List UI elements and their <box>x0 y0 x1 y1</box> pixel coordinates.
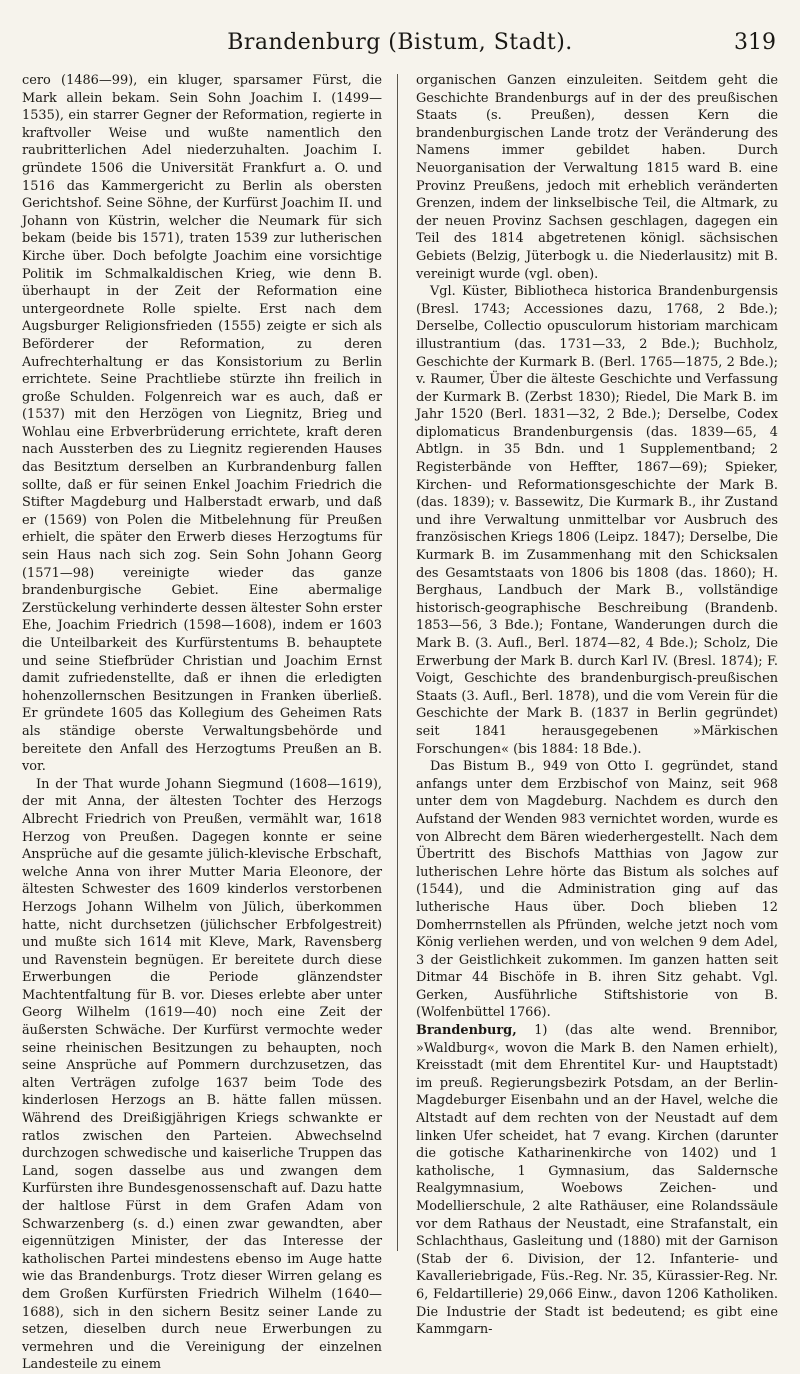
entry-lemma: Brandenburg, <box>416 1023 517 1039</box>
paragraph: cero (1486—99), ein kluger, sparsamer Fürst, die Mark allein bekam. Sein Sohn Joachim I. (1499—1535), ein starrer Gegner der Reformation, regierte in kraftvoller Weise und wußte namentlich den raubritterlichen Adel niederzuhalten. Joachim I. gründete 1506 die Universität Frankfurt a. O. und 1516 das Kammergericht zu Berlin als obersten Gerichtshof. Seine Söhne, der Kurfürst Joachim II. und Johann von Küstrin, welcher die Neumark für sich bekam (beide bis 1571), traten 1539 zur lutherischen Kirche über. Doch befolgte Joachim eine vorsichtige Politik im Schmalkaldischen Krieg, wie denn B. überhaupt in der Zeit der Reformation eine untergeordnete Rolle spielte. Erst nach dem Augsburger Religionsfrieden (1555) zeigte er sich als Beförderer der Reformation, zu deren Aufrechterhaltung er das Konsistorium zu Berlin errichtete. Seine Prachtliebe stürzte ihn freilich in große Schulden. Folgenreich war es auch, daß er (1537) mit den Herzögen von Liegnitz, Brieg und Wohlau eine Erbverbrüderung errichtete, kraft deren nach Aussterben des zu Liegnitz regierenden Hauses das Besitztum derselben an Kurbrandenburg fallen sollte, daß er für seinen Enkel Joachim Friedrich die Stifter Magdeburg und Halberstadt erwarb, und daß er (1569) von Polen die Mitbelehnung für Preußen erhielt, die später den Erwerb dieses Herzogtums für sein Haus nach sich zog. Sein Sohn Johann Georg (1571—98) vereinigte wieder das ganze brandenburgische Gebiet. Eine abermalige Zerstückelung verhinderte dessen ältester Sohn erster Ehe, Joachim Friedrich (1598—1608), indem er 1603 die Unteilbarkeit des Kurfürstentums B. behauptete und seine Stiefbrüder Christian und Joachim Ernst damit zufriedenstellte, daß er ihnen die erledigten hohenzollernschen Besitzungen in Franken überließ. Er gründete 1605 das Kollegium des Geheimen Rats als ständige oberste Verwaltungsbehörde und bereitete den Anfall des Herzogtums Preußen an B. vor. <box>22 73 382 775</box>
paragraph: In der That wurde Johann Siegmund (1608—1619), der mit Anna, der ältesten Tochter des Herzogs Albrecht Friedrich von Preußen, vermählt war, 1618 Herzog von Preußen. Dagegen konnte er seine Ansprüche auf die gesamte jülich-klevische Erbschaft, welche Anna von ihrer Mutter Maria Eleonore, der ältesten Schwester des 1609 kinderlos verstorbenen Herzogs Johann Wilhelm von Jülich, überkommen hatte, nicht durchsetzen (jülichscher Erbfolgestreit) und mußte sich 1614 mit Kleve, Mark, Ravensberg und Ravenstein begnügen. Er bereitete durch diese Erwerbungen die Periode glänzendster Machtentfaltung für B. vor. Dieses erlebte aber unter Georg Wilhelm (1619—40) noch eine Zeit der äußersten Schwäche. Der Kurfürst vermochte weder seine rheinischen Besitzungen zu behaupten, noch seine Ansprüche auf Pommern durchzusetzen, das alten Verträgen zufolge 1637 beim Tode des kinderlosen Herzogs an B. hätte fallen müssen. Während des Dreißigjährigen Kriegs schwankte er ratlos zwischen den Parteien. Abwechselnd durchzogen schwedische und kaiserliche Truppen das Land, sogen dasselbe aus und zwangen dem Kurfürsten ihre Bundesgenossenschaft auf. Dazu hatte der haltlose Fürst in dem Grafen Adam von Schwarzenberg (s. d.) einen zwar gewandten, aber eigennützigen Minister, der das Interesse der katholischen Partei mindestens ebenso im Auge hatte wie das Brandenburgs. Trotz dieser Wirren gelang es dem Großen Kurfürsten Friedrich Wilhelm (1640—1688), sich in den sichern Besitz seiner Lande zu setzen, dieselben durch neue Erwerbungen zu vermehren und die Vereinigung der einzelnen Landesteile zu einem <box>22 776 382 1373</box>
entry-paragraph <box>416 1022 778 1339</box>
entry-text: 1) (das alte wend. Brennibor, »Waldburg«, wovon die Mark B. den Namen erhielt), Kreisstadt (mit dem Ehrentitel Kur- und Hauptstadt) im preuß. Regierungsbezirk Potsdam, an der Berlin-Magdeburger Eisenbahn und an der Havel, welche die Altstadt auf dem rechten von der Neustadt auf dem linken Ufer scheidet, hat 7 evang. Kirchen (darunter die gotische Katharinenkirche von 1402) und 1 katholische, 1 Gymnasium, das Saldernsche Realgymnasium, Woebows Zeichen- und Modellierschule, 2 alte Rathäuser, eine Rolandssäule vor dem Rathaus der Neustadt, eine Strafanstalt, ein Schlachthaus, Gasleitung und (1880) mit der Garnison (Stab der 6. Division, der 12. Infanterie- und Kavalleriebrigade, Füs.-Reg. Nr. 35, Kürassier-Reg. Nr. 6, Feldartillerie) 29,066 Einw., davon 1206 Katholiken. Die Industrie der Stadt ist bedeutend; es gibt eine Kammgarn- <box>416 1023 778 1338</box>
page-header <box>22 30 778 64</box>
bibliography-paragraph: Vgl. Küster, Bibliotheca historica Brandenburgensis (Bresl. 1743; Accessiones dazu, 1768, 2 Bde.); Derselbe, Collectio opusculorum historiam marchicam illustrantium (das. 1731—33, 2 Bde.); Buchholz, Geschichte der Kurmark B. (Berl. 1765—1875, 2 Bde.); v. Raumer, Über die älteste Geschichte und Verfassung der Kurmark B. (Zerbst 1830); Riedel, Die Mark B. im Jahr 1520 (Berl. 1831—32, 2 Bde.); Derselbe, Codex diplomaticus Brandenburgensis (das. 1839—65, 4 Abtlgn. in 35 Bdn. und 1 Supplementband; 2 Registerbände von Heffter, 1867—69); Spieker, Kirchen- und Reformationsgeschichte der Mark B. (das. 1839); v. Bassewitz, Die Kurmark B., ihr Zustand und ihre Verwaltung unmittelbar vor Ausbruch des französischen Kriegs 1806 (Leipz. 1847); Derselbe, Die Kurmark B. im Zusammenhang mit den Schicksalen des Gesamtstaats von 1806 bis 1808 (das. 1860); H. Berghaus, Landbuch der Mark B., vollständige historisch-geographische Beschreibung (Brandenb. 1853—56, 3 Bde.); Fontane, Wanderungen durch die Mark B. (3. Aufl., Berl. 1874—82, 4 Bde.); Scholz, Die Erwerbung der Mark B. durch Karl IV. (Bresl. 1874); F. Voigt, Geschichte des brandenburgisch-preußischen Staats (3. Aufl., Berl. 1878), und die vom Verein für die Geschichte der Mark B. (1837 in Berlin gegründet) seit 1841 herausgegebenen »Märkischen Forschungen« (bis 1884: 18 Bde.). <box>416 284 778 757</box>
paragraph: organischen Ganzen einzuleiten. Seitdem geht die Geschichte Brandenburgs auf in der des preußischen Staats (s. Preußen), dessen Kern die brandenburgischen Lande trotz der Veränderung des Namens immer gebildet haben. Durch Neuorganisation der Verwaltung 1815 ward B. eine Provinz Preußens, jedoch mit erheblich veränderten Grenzen, indem der linkselbische Teil, die Altmark, zu der neuen Provinz Sachsen geschlagen, dagegen ein Teil des 1814 abgetretenen königl. sächsischen Gebiets (Belzig, Jüterbogk u. die Niederlausitz) mit B. vereinigt wurde (vgl. oben). <box>416 73 778 282</box>
left-column <box>22 72 382 1373</box>
running-title: Brandenburg (Bistum, Stadt). <box>227 30 573 55</box>
right-column <box>416 72 778 1338</box>
paragraph: Das Bistum B., 949 von Otto I. gegründet, stand anfangs unter dem Erzbischof von Mainz, seit 968 unter dem von Magdeburg. Nachdem es durch den Aufstand der Wenden 983 vernichtet worden, wurde es von Albrecht dem Bären wiederhergestellt. Nach dem Übertritt des Bischofs Matthias von Jagow zur lutherischen Lehre hörte das Bistum als solches auf (1544), und die Administration ging auf das lutherische Haus über. Doch blieben 12 Domherrnstellen als Pfründen, welche jetzt noch vom König verliehen werden, und von welchen 9 dem Adel, 3 der Geistlichkeit zukommen. Im ganzen hatten seit Ditmar 44 Bischöfe in B. ihren Sitz gehabt. Vgl. Gerken, Ausführliche Stiftshistorie von B. (Wolfenbüttel 1766). <box>416 759 778 1021</box>
column-divider <box>397 74 398 1251</box>
page-number: 319 <box>734 30 776 55</box>
